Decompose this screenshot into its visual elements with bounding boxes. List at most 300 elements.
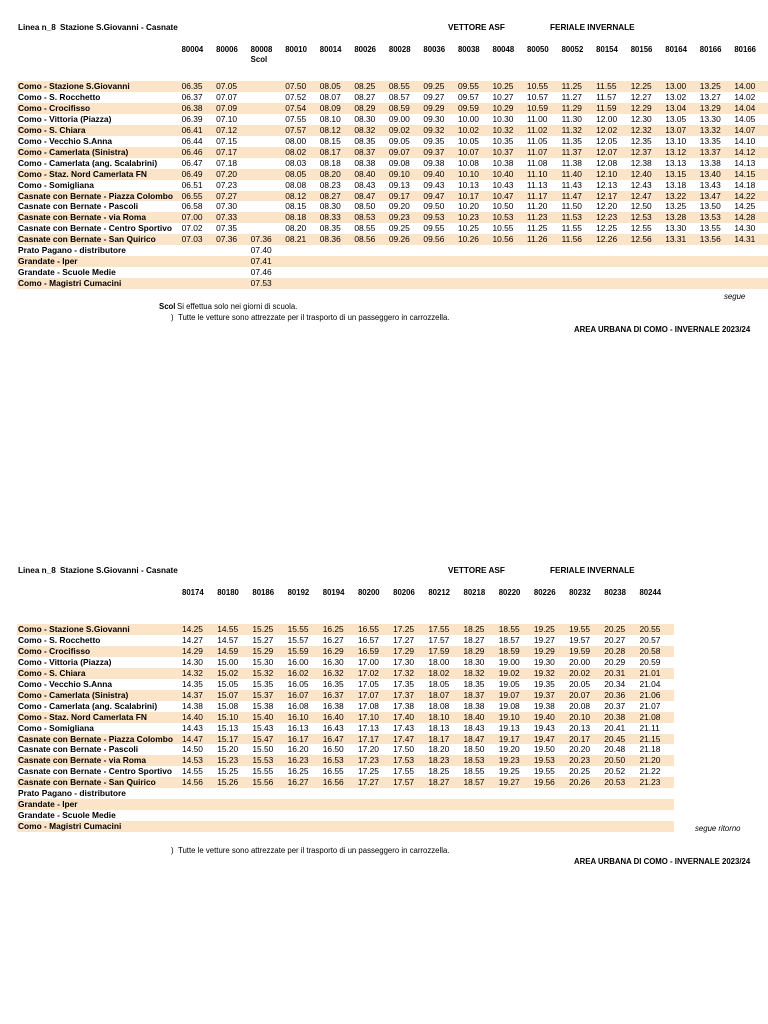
departure-time: 12.29 — [630, 103, 665, 114]
stop-row — [17, 734, 674, 745]
departure-time: 20.36 — [603, 690, 638, 701]
stop-name: Prato Pagano - distributore — [18, 788, 126, 799]
departure-time: 12.50 — [630, 201, 652, 212]
departure-time: 09.02 — [388, 125, 423, 136]
departure-time — [568, 799, 603, 810]
departure-time: 10.07 — [457, 147, 492, 158]
trip-note: Scol — [250, 55, 268, 64]
departure-time — [603, 799, 638, 810]
departure-time: 17.50 — [393, 744, 415, 755]
departure-time — [322, 810, 357, 821]
departure-time: 09.37 — [422, 147, 457, 158]
departure-time: 15.02 — [216, 668, 251, 679]
departure-time: 07.30 — [216, 201, 238, 212]
departure-time: 19.13 — [498, 722, 520, 733]
departure-time: 19.47 — [533, 734, 568, 745]
departure-time: 19.50 — [533, 744, 555, 755]
departure-time: 09.17 — [388, 191, 423, 202]
departure-time — [251, 810, 286, 821]
departure-time: 12.23 — [595, 212, 630, 223]
trip-code: 80154 — [596, 45, 618, 54]
departure-time: 12.17 — [595, 191, 630, 202]
departure-time: 11.05 — [527, 135, 548, 146]
departure-time — [287, 788, 322, 799]
departure-time: 20.58 — [638, 646, 673, 657]
departure-time: 16.00 — [287, 656, 309, 667]
departure-time: 13.18 — [665, 179, 687, 190]
departure-time: 09.23 — [388, 212, 423, 223]
departure-time: 15.50 — [252, 744, 274, 755]
departure-time: 08.12 — [319, 125, 354, 136]
departure-time: 19.20 — [498, 744, 520, 755]
departure-time — [181, 810, 216, 821]
line-number: Linea n_8 — [18, 23, 56, 32]
trip-code: 80038 — [457, 45, 480, 54]
departure-time: 11.08 — [527, 157, 548, 168]
departure-time: 09.50 — [423, 201, 445, 212]
departure-time: 09.29 — [422, 103, 457, 114]
departure-time: 18.25 — [428, 766, 450, 777]
departure-time: 17.20 — [357, 744, 379, 755]
stop-name: Como - Stazione S.Giovanni — [17, 624, 181, 635]
departure-time: 10.59 — [526, 103, 561, 114]
spacer — [287, 610, 322, 624]
departure-time: 09.59 — [457, 103, 492, 114]
departure-time: 17.47 — [392, 734, 427, 745]
departure-time — [427, 788, 462, 799]
departure-time: 08.57 — [388, 91, 410, 102]
spacer — [322, 610, 357, 624]
departure-time: 14.18 — [734, 179, 756, 190]
departure-time: 15.25 — [217, 766, 239, 777]
spacer — [17, 610, 181, 624]
departure-time: 15.57 — [287, 634, 309, 645]
departure-time: 06.47 — [181, 157, 203, 168]
departure-time: 18.55 — [498, 624, 533, 635]
departure-time: 21.07 — [639, 700, 661, 711]
departure-time: 16.02 — [287, 668, 322, 679]
departure-time: 07.52 — [285, 91, 307, 102]
departure-time: 20.27 — [604, 634, 626, 645]
departure-time: 08.09 — [319, 103, 354, 114]
departure-time: 08.05 — [284, 169, 319, 180]
trip-code: 80026 — [354, 45, 376, 54]
departure-time — [427, 821, 462, 832]
departure-time: 21.01 — [638, 668, 673, 679]
departure-time: 19.29 — [533, 646, 568, 657]
departure-time: 18.13 — [428, 722, 450, 733]
departure-time: 08.47 — [353, 191, 388, 202]
departure-time: 16.43 — [322, 722, 344, 733]
departure-time: 13.40 — [699, 169, 734, 180]
stop-name: Casnate con Bernate - Pascoli — [18, 744, 139, 755]
departure-time: 12.47 — [630, 191, 665, 202]
departure-time: 12.53 — [630, 212, 665, 223]
departure-time: 09.53 — [422, 212, 457, 223]
stop-row — [17, 766, 674, 777]
trip-note — [533, 598, 568, 610]
stop-row — [17, 701, 674, 712]
departure-time: 16.35 — [322, 678, 344, 689]
departure-time: 14.10 — [734, 135, 756, 146]
departure-time: 16.32 — [322, 668, 357, 679]
departure-time: 10.37 — [492, 147, 527, 158]
departure-time: 18.50 — [463, 744, 485, 755]
departure-time: 11.55 — [595, 81, 630, 92]
departure-time: 20.31 — [603, 668, 638, 679]
departure-time: 13.28 — [664, 212, 699, 223]
trip-code: 80174 — [182, 588, 204, 597]
stop-name: Como - Somigliana — [18, 722, 94, 733]
departure-time: 08.43 — [354, 179, 376, 190]
departure-time: 15.26 — [216, 777, 251, 788]
departure-time: 13.35 — [699, 135, 721, 146]
departure-time: 13.37 — [699, 147, 734, 158]
departure-time: 19.55 — [533, 766, 555, 777]
departure-time: 10.30 — [492, 113, 514, 124]
stop-row — [17, 679, 674, 690]
departure-time: 18.53 — [463, 755, 498, 766]
stop-name: Casnate con Bernate - Centro Sportivo — [18, 766, 173, 777]
area-footer: AREA URBANA DI COMO - INVERNALE 2023/24 — [574, 325, 751, 334]
departure-time: 15.55 — [252, 766, 274, 777]
departure-time: 10.55 — [526, 81, 561, 92]
departure-time: 18.35 — [463, 678, 485, 689]
departure-time: 16.59 — [357, 646, 392, 657]
departure-time — [216, 799, 251, 810]
departure-time: 08.40 — [353, 169, 388, 180]
departure-time — [216, 788, 251, 799]
departure-time: 17.43 — [393, 722, 415, 733]
trip-notes-row — [17, 598, 674, 610]
departure-time: 15.23 — [216, 755, 251, 766]
departure-time: 09.43 — [423, 179, 445, 190]
departure-time: 07.33 — [215, 212, 250, 223]
departure-time: 08.30 — [319, 201, 341, 212]
departure-time: 19.43 — [533, 722, 555, 733]
departure-time: 14.02 — [734, 91, 756, 102]
departure-time: 15.08 — [217, 700, 239, 711]
stop-name: Grandate - Scuole Medie — [18, 810, 116, 821]
departure-time: 16.07 — [287, 690, 322, 701]
departure-time: 07.15 — [216, 135, 238, 146]
departure-time: 17.23 — [357, 755, 392, 766]
departure-time: 14.37 — [181, 690, 216, 701]
departure-time: 13.50 — [699, 201, 721, 212]
departure-time: 18.57 — [498, 634, 520, 645]
departure-time: 10.00 — [457, 113, 479, 124]
departure-time: 07.35 — [216, 223, 238, 234]
stop-name: Como - Vittoria (Piazza) — [18, 656, 112, 667]
departure-time: 08.20 — [285, 223, 307, 234]
departure-time: 20.45 — [603, 734, 638, 745]
stop-name: Grandate - Iper — [17, 256, 181, 267]
departure-time: 18.08 — [428, 700, 450, 711]
trip-code: 80218 — [463, 588, 486, 597]
spacer — [533, 610, 568, 624]
stop-name: Como - Magistri Cumacini — [17, 821, 181, 832]
departure-time: 20.17 — [568, 734, 603, 745]
departure-time: 15.05 — [217, 678, 239, 689]
departure-time: 12.00 — [596, 113, 618, 124]
departure-time — [533, 810, 568, 821]
departure-time: 16.57 — [357, 634, 379, 645]
stop-name: Como - Camerlata (Sinistra) — [17, 147, 181, 158]
departure-time: 09.07 — [388, 147, 423, 158]
departure-time: 08.02 — [284, 147, 319, 158]
stop-row — [17, 712, 674, 723]
departure-time: 08.53 — [353, 212, 388, 223]
departure-time: 20.48 — [604, 744, 626, 755]
departure-time: 14.32 — [181, 668, 216, 679]
stop-name: Casnate con Bernate - Piazza Colombo — [17, 191, 181, 202]
departure-time: 21.04 — [639, 678, 661, 689]
departure-time — [533, 788, 568, 799]
departure-time: 12.32 — [630, 125, 665, 136]
trip-note — [357, 598, 392, 610]
departure-time: 17.08 — [357, 700, 379, 711]
departure-time: 15.38 — [252, 700, 274, 711]
departure-time: 07.02 — [181, 223, 203, 234]
departure-time: 20.08 — [569, 700, 591, 711]
departure-time: 08.55 — [354, 223, 376, 234]
departure-time — [357, 810, 392, 821]
departure-time: 08.12 — [284, 191, 319, 202]
departure-time — [287, 810, 322, 821]
line-number: Linea n_8 — [18, 566, 56, 575]
departure-time: 12.26 — [595, 234, 630, 245]
departure-time: 07.41 — [250, 256, 285, 267]
departure-time: 07.17 — [215, 147, 250, 158]
departure-time: 10.23 — [457, 212, 492, 223]
departure-time: 14.55 — [216, 624, 251, 635]
departure-time: 09.55 — [423, 223, 445, 234]
departure-time: 10.27 — [492, 91, 514, 102]
departure-time: 10.05 — [457, 135, 479, 146]
departure-time: 06.38 — [181, 103, 216, 114]
departure-time — [568, 810, 603, 821]
departure-time: 11.57 — [596, 91, 617, 102]
departure-time: 06.55 — [181, 191, 216, 202]
departure-time: 08.35 — [319, 223, 341, 234]
stop-name: Como - S. Rocchetto — [18, 91, 101, 102]
departure-time: 11.35 — [561, 135, 582, 146]
departure-time: 14.50 — [182, 744, 203, 755]
departure-time: 09.25 — [422, 81, 457, 92]
trip-codes-row — [17, 587, 674, 598]
departure-time: 11.40 — [561, 169, 596, 180]
trip-code: 80206 — [393, 588, 415, 597]
departure-time: 19.05 — [498, 678, 520, 689]
operator-label: VETTORE ASF — [448, 23, 505, 32]
departure-time: 17.17 — [357, 734, 392, 745]
departure-time: 10.26 — [457, 234, 492, 245]
departure-time: 20.02 — [568, 668, 603, 679]
departure-time: 18.00 — [428, 656, 450, 667]
departure-time: 14.22 — [733, 191, 768, 202]
departure-time: 14.56 — [181, 777, 216, 788]
stop-row — [17, 799, 674, 810]
departure-time: 10.20 — [457, 201, 479, 212]
stop-name: Como - Vecchio S.Anna — [18, 135, 113, 146]
departure-time: 11.10 — [526, 169, 561, 180]
departure-time: 08.15 — [319, 135, 341, 146]
departure-time: 18.20 — [428, 744, 450, 755]
departure-time: 11.50 — [561, 201, 582, 212]
departure-time: 11.20 — [527, 201, 548, 212]
departure-time: 10.40 — [492, 169, 527, 180]
departure-time: 14.35 — [182, 678, 203, 689]
trip-note — [463, 598, 498, 610]
departure-time: 11.43 — [561, 179, 582, 190]
departure-time: 21.15 — [638, 734, 673, 745]
spacer — [392, 610, 427, 624]
departure-time: 13.56 — [699, 234, 734, 245]
departure-time: 18.29 — [463, 646, 498, 657]
departure-time: 14.25 — [734, 201, 756, 212]
departure-time: 17.29 — [392, 646, 427, 657]
departure-time — [427, 810, 462, 821]
departure-time: 16.53 — [322, 755, 357, 766]
departure-time: 19.27 — [498, 777, 533, 788]
trip-code: 80200 — [357, 588, 380, 597]
departure-time: 09.47 — [422, 191, 457, 202]
departure-time: 17.27 — [357, 777, 392, 788]
departure-time: 13.32 — [699, 125, 734, 136]
spacer — [603, 610, 638, 624]
stop-name: Como - S. Chiara — [17, 125, 181, 136]
departure-time: 08.38 — [354, 157, 376, 168]
departure-time: 17.00 — [357, 656, 379, 667]
departure-time — [392, 810, 427, 821]
departure-time: 13.25 — [665, 201, 687, 212]
departure-time — [392, 788, 427, 799]
departure-time: 17.32 — [392, 668, 427, 679]
departure-time: 12.08 — [596, 157, 618, 168]
departure-time: 18.57 — [463, 777, 498, 788]
departure-time: 17.38 — [393, 700, 415, 711]
stop-name: Casnate con Bernate - via Roma — [17, 755, 181, 766]
departure-time: 16.50 — [322, 744, 344, 755]
trip-code: 80052 — [561, 45, 584, 54]
departure-time: 17.55 — [427, 624, 462, 635]
departure-time: 13.12 — [664, 147, 699, 158]
stop-row — [17, 723, 674, 734]
departure-time: 11.00 — [527, 113, 548, 124]
departure-time: 21.22 — [639, 766, 661, 777]
spacer-row — [17, 610, 674, 624]
departure-time: 14.59 — [216, 646, 251, 657]
departure-time — [498, 788, 533, 799]
departure-time: 10.43 — [492, 179, 514, 190]
stop-row — [17, 635, 674, 646]
departure-time: 14.31 — [733, 234, 768, 245]
departure-time: 13.30 — [699, 113, 721, 124]
departure-time: 13.10 — [665, 135, 687, 146]
departure-time: 11.25 — [527, 223, 548, 234]
departure-time: 16.17 — [287, 734, 322, 745]
departure-time: 10.47 — [492, 191, 527, 202]
departure-time: 14.29 — [181, 646, 216, 657]
departure-time: 07.27 — [215, 191, 250, 202]
departure-time: 18.55 — [463, 766, 485, 777]
departure-time: 13.02 — [665, 91, 687, 102]
spacer — [251, 610, 286, 624]
departure-time: 17.55 — [393, 766, 415, 777]
trip-code: 80014 — [319, 45, 342, 54]
area-footer: AREA URBANA DI COMO - INVERNALE 2023/24 — [574, 857, 751, 866]
departure-time: 14.04 — [733, 103, 768, 114]
departure-time: 17.57 — [392, 777, 427, 788]
departure-time: 10.02 — [457, 125, 492, 136]
departure-time: 08.23 — [319, 179, 341, 190]
departure-time — [638, 799, 673, 810]
stop-row — [17, 810, 674, 821]
departure-time: 12.40 — [630, 169, 665, 180]
departure-time: 17.25 — [357, 766, 379, 777]
departure-time: 14.53 — [181, 755, 216, 766]
trip-note — [322, 598, 357, 610]
departure-time: 20.41 — [604, 722, 626, 733]
departure-time: 15.47 — [251, 734, 286, 745]
departure-time: 13.22 — [664, 191, 699, 202]
departure-time: 15.07 — [216, 690, 251, 701]
departure-time: 08.00 — [285, 135, 307, 146]
departure-time: 19.56 — [533, 777, 568, 788]
trip-note — [392, 598, 427, 610]
departure-time: 16.08 — [287, 700, 309, 711]
spacer — [568, 610, 603, 624]
departure-time: 12.02 — [595, 125, 630, 136]
trip-code: 80004 — [181, 45, 204, 54]
departure-time: 14.12 — [733, 147, 768, 158]
departure-time: 13.27 — [699, 91, 721, 102]
stop-name: Casnate con Bernate - Piazza Colombo — [17, 734, 181, 745]
departure-time: 08.05 — [319, 81, 354, 92]
departure-time: 08.08 — [285, 179, 307, 190]
departure-time: 08.56 — [353, 234, 388, 245]
departure-time: 07.36 — [250, 234, 285, 245]
departure-time: 11.30 — [561, 113, 582, 124]
departure-time: 18.37 — [463, 690, 498, 701]
departure-time: 18.43 — [463, 722, 485, 733]
departure-time — [251, 788, 286, 799]
departure-time: 14.05 — [734, 113, 756, 124]
trip-note — [603, 598, 638, 610]
departure-time: 07.36 — [215, 234, 250, 245]
stop-name: Prato Pagano - distributore — [18, 245, 126, 256]
departure-time: 09.56 — [422, 234, 457, 245]
departure-time: 17.57 — [428, 634, 450, 645]
spacer — [357, 610, 392, 624]
departure-time: 20.25 — [569, 766, 591, 777]
trip-code: 80180 — [217, 588, 239, 597]
departure-time: 12.10 — [595, 169, 630, 180]
departure-time: 15.59 — [287, 646, 322, 657]
departure-time — [392, 821, 427, 832]
header-spacer — [17, 598, 181, 610]
departure-time — [533, 799, 568, 810]
departure-time: 15.20 — [217, 744, 239, 755]
wheelchair-mark: ) — [171, 313, 174, 322]
departure-time: 08.03 — [285, 157, 307, 168]
departure-time: 15.00 — [217, 656, 239, 667]
departure-time: 19.55 — [568, 624, 603, 635]
stop-name: Como - Stazione S.Giovanni — [17, 81, 181, 92]
departure-time: 07.03 — [181, 234, 216, 245]
departure-time: 19.08 — [498, 700, 520, 711]
departure-time: 11.55 — [561, 223, 582, 234]
